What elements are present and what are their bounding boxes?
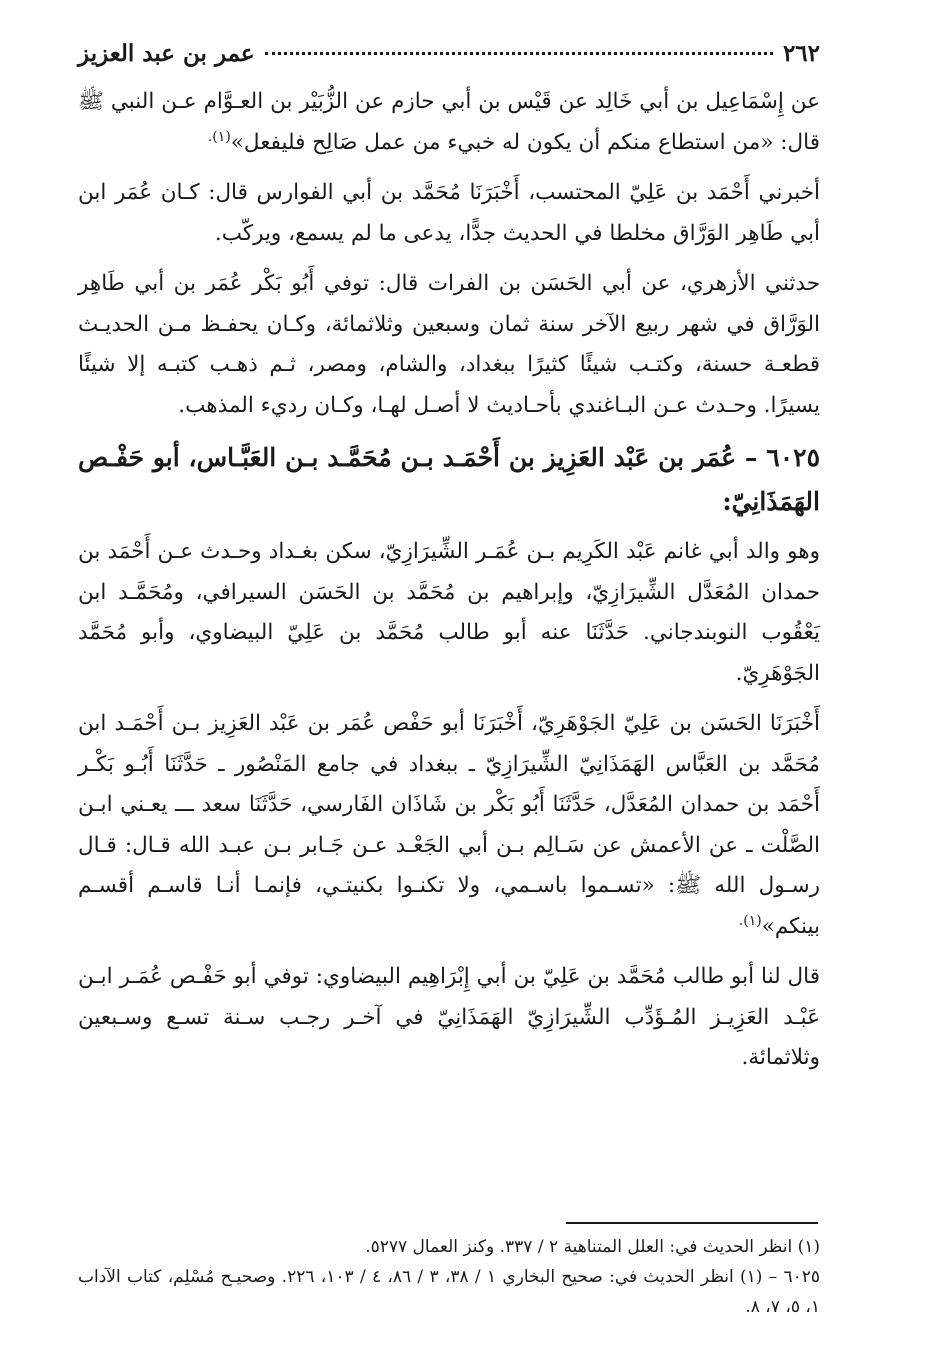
paragraph-text: قال لنا أبو طالب مُحَمَّد بن عَلِيّ بن أبي إِبْرَاهِيم البيضاوي: توفي أبو حَفْـص عُمَـر ابـن عَبْـد العَزِيـز المُـؤَدِّب الشِّيرَازِيّ الهَمَذَانِيّ في آخـر رجـب سـنة تسـع وسـبعين وثلاثمائة. xyxy=(78,964,820,1070)
paragraph xyxy=(78,264,820,426)
paragraph-text: وهو والد أبي غانم عَبْد الكَرِيم بـن عُمَـر الشِّيرَازِيّ، سكن بغـداد وحـدث عـن أَحْمَد بن حمدان المُعَدَّل الشِّيرَازِيّ، وإبراهيم بن مُحَمَّد بن الحَسَن السيرافي، ومُحَمَّـد ابن يَعْقُوب النوبندجاني. حَدَّثَنَا عنه أبو طالب مُحَمَّد بن عَلِيّ البيضاوي، وأبو مُحَمَّد الجَوْهَرِيّ. xyxy=(78,539,820,686)
paragraph-text: أخبرني أَحْمَد بن عَلِيّ المحتسب، أَخْبَرَنَا مُحَمَّد بن أبي الفوارس قال: كـان عُمَر ابن أبي طَاهِر الوَرَّاق مخلطا في الحديث جدًّا، يدعى ما لم يسمع، ويركّب. xyxy=(78,180,820,246)
footnote-reference: (١). xyxy=(738,912,762,929)
page-body xyxy=(78,82,820,1089)
paragraph xyxy=(78,957,820,1079)
paragraph xyxy=(78,532,820,694)
page-number: ٢٦٢ xyxy=(782,40,820,67)
entry-heading: ٦٠٢٥ – عُمَر بن عَبْد العَزِيز بن أَحْمَـد بـن مُحَمَّـد بـن العَبَّـاس، أبو حَفْـص الهَمَذَانِيّ: xyxy=(78,443,820,516)
page-header xyxy=(78,40,820,74)
paragraph xyxy=(78,704,820,947)
running-title: عمر بن عبد العزيز xyxy=(78,40,255,67)
paragraph-text: عن إِسْمَاعِيل بن أبي خَالِد عن قَيْس بن أبي حازم عن الزُّبَيْر بن العـوَّام عـن النبي ﷺ قال: «من استطاع منكم أن يكون له خبيء من عمل صَالِح فليفعل» xyxy=(78,89,820,155)
footnote-separator xyxy=(566,1222,818,1224)
header-dot-leader xyxy=(265,52,773,55)
footnote: ٦٠٢٥ – (١) انظر الحديث في: صحيح البخاري ١ / ٣٨، ٣ / ٨٦، ٤ / ١٠٣، ٢٢٦. وصحيـح مُسْلِم، كتاب الآداب ١، ٥، ٧، ٨. xyxy=(78,1267,821,1317)
paragraph xyxy=(78,173,820,254)
footnote: (١) انظر الحديث في: العلل المتناهية ٢ / ٣٣٧. وكنز العمال ٥٢٧٧. xyxy=(365,1237,820,1257)
paragraph-text: حدثني الأزهري، عن أبي الحَسَن بن الفرات قال: توفي أَبُو بَكْر عُمَر بن أبي طَاهِر الوَرَّاق في شهر ربيع الآخر سنة ثمان وسبعين وثلاثمائة، وكـان يحفـظ مـن الحديـث قطعـة حسنة، وكتـب شيئًا كثيرًا ببغداد، والشام، ومصر، ثـم ذهـب كتبـه إلا شيئًا يسيرًا. وحـدث عـن البـاغندي بأحـاديث لا أصـل لهـا، وكـان رديء المذهب. xyxy=(78,271,820,418)
paragraph-text: أَخْبَرَنَا الحَسَن بن عَلِيّ الجَوْهَرِيّ، أَخْبَرَنَا أبو حَفْص عُمَر بن عَبْد العَزِيز بـن أَحْمَـد ابن مُحَمَّد بن العَبَّاس الهَمَذَانِيّ الشِّيرَازِيّ ـ ببغداد في جامع المَنْصُور ـ حَدَّثَنَا أَبُـو بَكْـر أَحْمَد بن حمدان المُعَدَّل، حَدَّثَنَا أَبُو بَكْر بن شَاذَان الفَارسي، حَدَّثَنَا سعد ـــ يعـني ابـن الصَّلْت ـ عن الأعمش عن سَـالِم بـن أبي الجَعْـد عـن جَـابر بـن عبـد الله قـال: قـال رسـول الله ﷺ: «تسـموا باسـمي، ولا تكنـوا بكنيتـي، فإنمـا أنـا قاسـم أقسـم بينكم» xyxy=(78,711,820,939)
paragraph xyxy=(78,82,820,163)
footnote-reference: (١). xyxy=(207,128,231,145)
footnotes xyxy=(78,1232,820,1322)
